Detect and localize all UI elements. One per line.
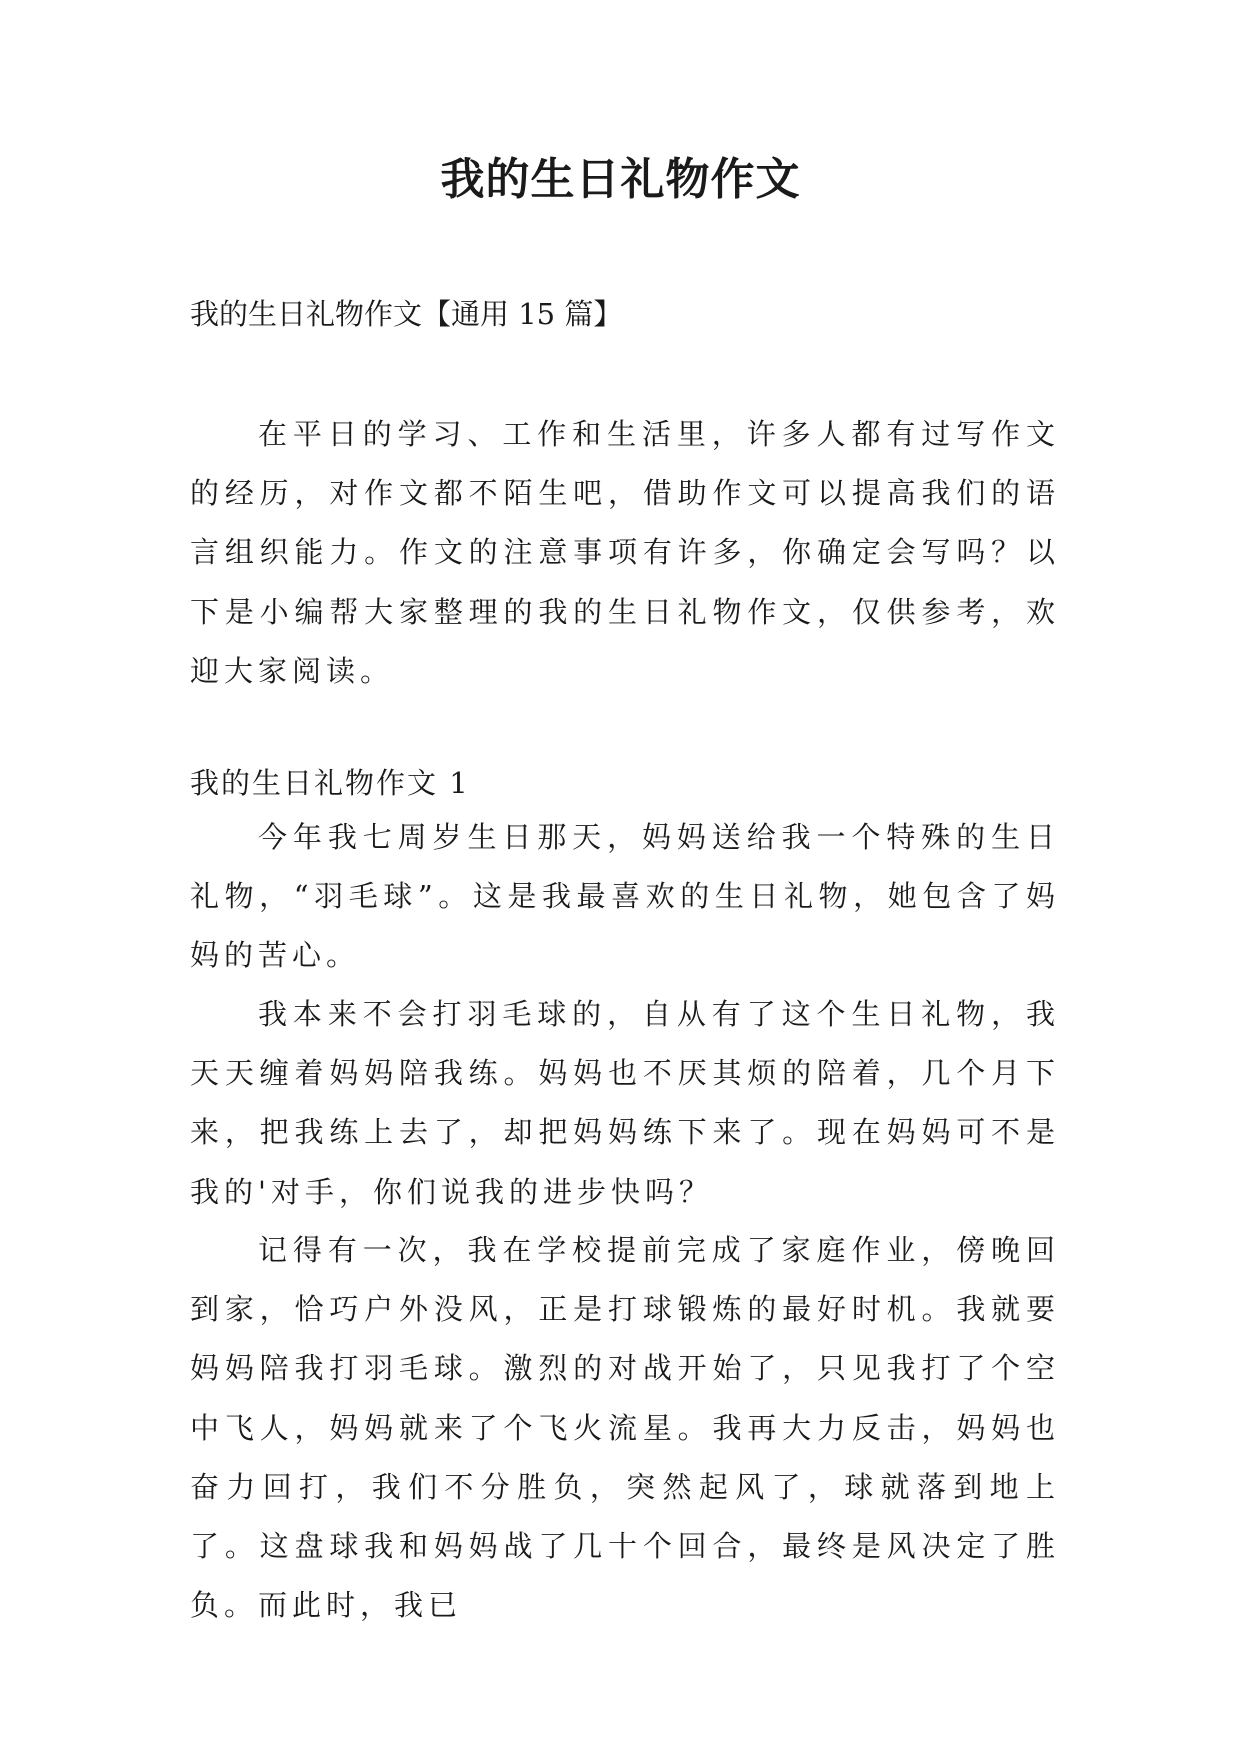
body-paragraph: 我本来不会打羽毛球的，自从有了这个生日礼物，我天天缠着妈妈陪我练。妈妈也不厌其烦的陪着，几个月下来，把我练上去了，却把妈妈练下来了。现在妈妈可不是我的'对手，你们说我的进步快吗？ xyxy=(190,997,1060,1209)
document-subtitle: 我的生日礼物作文【通用 15 篇】 xyxy=(190,297,623,331)
body-paragraph: 今年我七周岁生日那天，妈妈送给我一个特殊的生日礼物，“羽毛球”。这是我最喜欢的生日礼物，她包含了妈妈的苦心。 xyxy=(190,820,1060,973)
document-title: 我的生日礼物作文 xyxy=(440,154,801,205)
body-paragraph: 记得有一次，我在学校提前完成了家庭作业，傍晚回到家，恰巧户外没风，正是打球锻炼的最好时机。我就要妈妈陪我打羽毛球。激烈的对战开始了，只见我打了个空中飞人，妈妈就来了个飞火流星。我再大力反击，妈妈也奋力回打，我们不分胜负，突然起风了，球就落到地上了。这盘球我和妈妈战了几十个回合，最终是风决定了胜负。而此时，我已 xyxy=(190,1233,1060,1623)
section-heading: 我的生日礼物作文 1 xyxy=(190,766,470,800)
intro-paragraph: 在平日的学习、工作和生活里，许多人都有过写作文的经历，对作文都不陌生吧，借助作文可以提高我们的语言组织能力。作文的注意事项有许多，你确定会写吗？以下是小编帮大家整理的我的生日礼物作文，仅供参考，欢迎大家阅读。 xyxy=(190,417,1060,688)
